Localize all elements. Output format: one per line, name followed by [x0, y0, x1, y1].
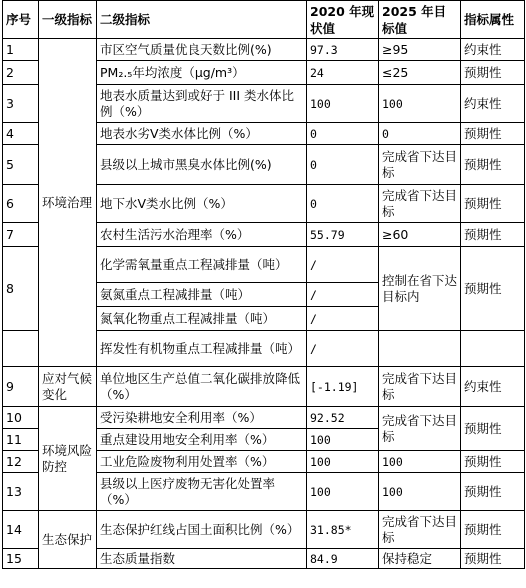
attribute-value: 预期性: [461, 145, 525, 185]
row-number: 11: [3, 429, 39, 451]
indicator-name: 挥发性有机物重点工程减排量（吨）: [97, 331, 307, 367]
target-value: 100: [379, 85, 461, 123]
row-number: 9: [3, 367, 39, 407]
target-value: 完成省下达目标: [379, 511, 461, 549]
target-value: ≤25: [379, 61, 461, 85]
status-value: 0: [307, 123, 379, 145]
row-number: 5: [3, 145, 39, 185]
row-number: 2: [3, 61, 39, 85]
table-row: [3, 407, 525, 429]
header-status-2020: 2020 年现状值: [307, 1, 379, 39]
attribute-value: 约束性: [461, 85, 525, 123]
target-value: 控制在省下达目标内: [379, 247, 461, 331]
indicator-name: PM₂.₅年均浓度（μg/m³）: [97, 61, 307, 85]
indicator-name: 单位地区生产总值二氧化碳排放降低（%）: [97, 367, 307, 407]
indicator-name: 地下水Ⅴ类水比例（%）: [97, 185, 307, 223]
header-no: 序号: [3, 1, 39, 39]
category-eco: 生态保护: [39, 511, 97, 569]
indicator-name: 生态质量指数: [97, 549, 307, 569]
indicator-name: 重点建设用地安全利用率（%）: [97, 429, 307, 451]
table-row: [3, 511, 525, 549]
row-number: 6: [3, 185, 39, 223]
status-value: 0: [307, 145, 379, 185]
header-attribute: 指标属性: [461, 1, 525, 39]
status-value: 97.3: [307, 39, 379, 61]
table-row: [3, 39, 525, 61]
row-number: 7: [3, 223, 39, 247]
attribute-value: 预期性: [461, 61, 525, 85]
indicator-name: 县级以上城市黑臭水体比例(%): [97, 145, 307, 185]
status-value: 100: [307, 451, 379, 473]
category-climate: 应对气候变化: [39, 367, 97, 407]
target-value: 保持稳定: [379, 549, 461, 569]
indicator-name: 受污染耕地安全利用率（%）: [97, 407, 307, 429]
indicator-name: 氮氧化物重点工程减排量（吨）: [97, 307, 307, 331]
row-number-empty: [3, 331, 39, 367]
row-number: 1: [3, 39, 39, 61]
status-value: /: [307, 307, 379, 331]
status-value: 100: [307, 473, 379, 511]
row-number: 3: [3, 85, 39, 123]
status-value: 0: [307, 185, 379, 223]
indicator-name: 化学需氧量重点工程减排量（吨）: [97, 247, 307, 283]
indicator-name: 地表水劣Ⅴ类水体比例（%）: [97, 123, 307, 145]
target-value: 100: [379, 473, 461, 511]
target-value: 0: [379, 123, 461, 145]
attribute-value-empty: [461, 331, 525, 367]
row-number: 8: [3, 247, 39, 331]
attribute-value: 预期性: [461, 185, 525, 223]
attribute-value: 预期性: [461, 549, 525, 569]
row-number: 14: [3, 511, 39, 549]
header-level1: 一级指标: [39, 1, 97, 39]
status-value: 100: [307, 429, 379, 451]
category-risk: 环境风险防控: [39, 407, 97, 511]
status-value: /: [307, 331, 379, 367]
target-value: 完成省下达目标: [379, 145, 461, 185]
indicator-name: 工业危险废物利用处置率（%）: [97, 451, 307, 473]
attribute-value: 预期性: [461, 123, 525, 145]
header-level2: 二级指标: [97, 1, 307, 39]
category-env: 环境治理: [39, 39, 97, 367]
indicator-name: 县级以上医疗废物无害化处置率（%）: [97, 473, 307, 511]
row-number: 4: [3, 123, 39, 145]
status-value: 100: [307, 85, 379, 123]
row-number: 13: [3, 473, 39, 511]
target-value: 完成省下达目标: [379, 185, 461, 223]
status-value: /: [307, 283, 379, 307]
status-value: 84.9: [307, 549, 379, 569]
attribute-value: 预期性: [461, 451, 525, 473]
indicator-name: 市区空气质量优良天数比例(%): [97, 39, 307, 61]
status-value: 31.85*: [307, 511, 379, 549]
indicator-name: 生态保护红线占国土面积比例（%）: [97, 511, 307, 549]
attribute-value: 预期性: [461, 473, 525, 511]
attribute-value: 约束性: [461, 367, 525, 407]
status-value: [-1.19]: [307, 367, 379, 407]
attribute-value: 约束性: [461, 39, 525, 61]
indicator-name: 农村生活污水治理率（%）: [97, 223, 307, 247]
attribute-value: 预期性: [461, 223, 525, 247]
row-number: 12: [3, 451, 39, 473]
indicator-name: 氨氮重点工程减排量（吨）: [97, 283, 307, 307]
target-value: ≥95: [379, 39, 461, 61]
header-target-2025: 2025 年目标值: [379, 1, 461, 39]
status-value: /: [307, 247, 379, 283]
indicator-name: 地表水质量达到或好于 III 类水体比例（%）: [97, 85, 307, 123]
row-number: 15: [3, 549, 39, 569]
row-number: 10: [3, 407, 39, 429]
target-value: 完成省下达目标: [379, 407, 461, 451]
attribute-value: 预期性: [461, 247, 525, 331]
target-value: 100: [379, 451, 461, 473]
target-value-empty: [379, 331, 461, 367]
attribute-value: 预期性: [461, 511, 525, 549]
status-value: 24: [307, 61, 379, 85]
table-row: [3, 367, 525, 407]
status-value: 92.52: [307, 407, 379, 429]
indicator-table: [2, 0, 525, 569]
attribute-value: 预期性: [461, 407, 525, 451]
target-value: 完成省下达目标: [379, 367, 461, 407]
header-row: [3, 1, 525, 39]
status-value: 55.79: [307, 223, 379, 247]
target-value: ≥60: [379, 223, 461, 247]
